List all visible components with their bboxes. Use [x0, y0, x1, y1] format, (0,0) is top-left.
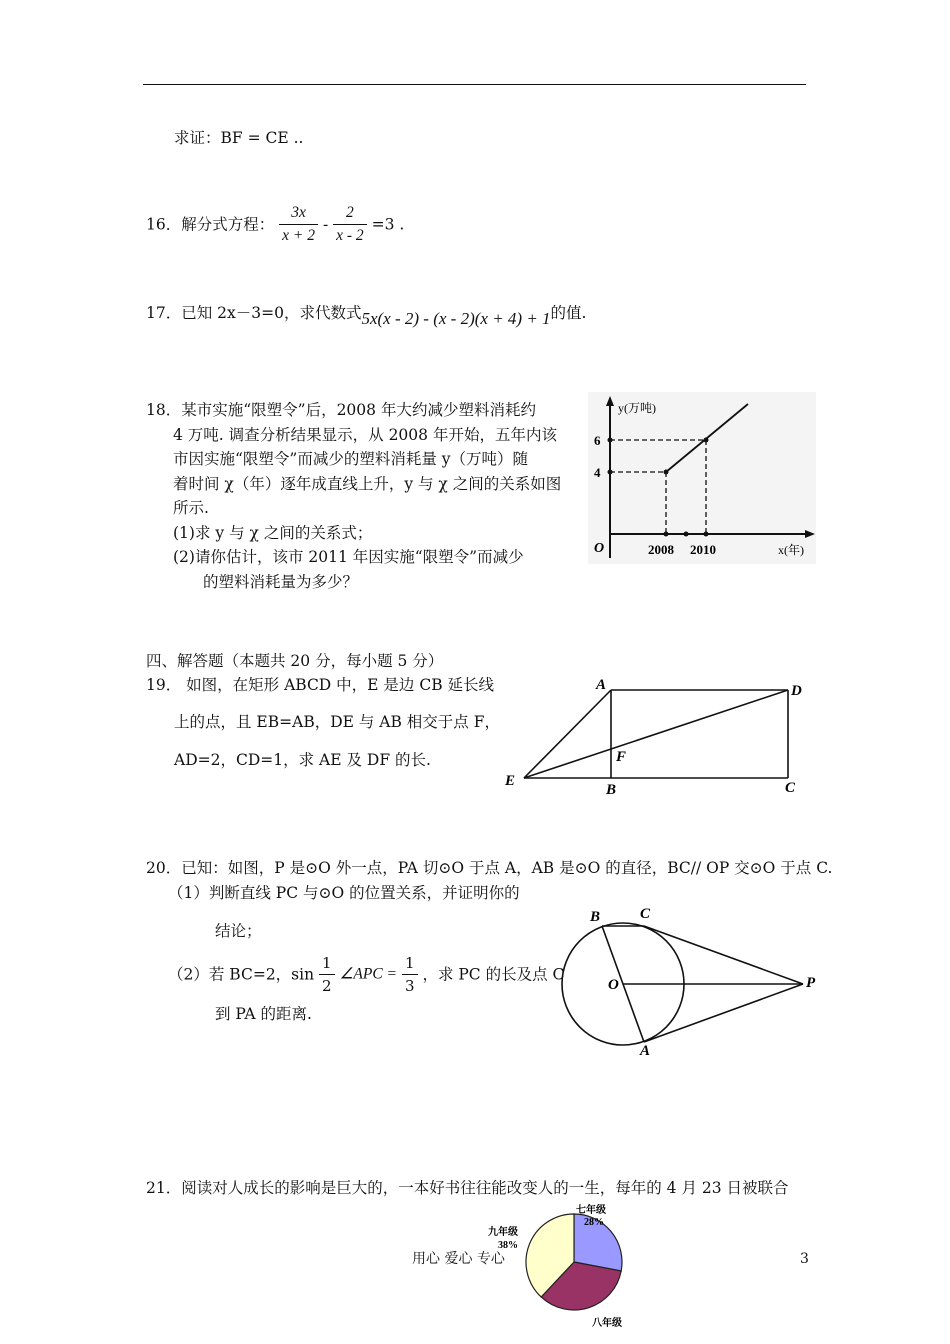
y-tick-4: 4 [594, 465, 601, 480]
graph-background [588, 392, 816, 564]
q19-line3: AD=2，CD=1，求 AE 及 DF 的长. [174, 751, 431, 769]
segment-DE [524, 690, 788, 778]
q19-line2: 上的点，且 EB=AB，DE 与 AB 相交于点 F， [174, 713, 500, 731]
label-C: C [640, 906, 651, 922]
page-number: 3 [800, 1251, 809, 1267]
footer-motto: 用心 爱心 专心 [412, 1251, 505, 1267]
label-C: C [785, 780, 796, 796]
q20-frac-third: $\frac{1}{3}$ [402, 952, 418, 997]
q16: 16．解分式方程： $\frac{3x}{x + 2}$ - $\frac{2}{x - 2}$ =3 . [146, 202, 404, 247]
q16-label: 16．解分式方程： [146, 215, 275, 234]
segment-PA [644, 984, 803, 1042]
y-axis-label: y(万吨) [618, 401, 656, 415]
q20-figure [560, 900, 830, 1060]
q20-frac-half: $\frac{1}{2}$ [319, 952, 335, 997]
label-D: D [791, 683, 802, 699]
label-O: O [608, 977, 619, 993]
x-tick-2010: 2010 [690, 542, 716, 557]
origin-label: O [594, 541, 605, 556]
pie-label-grade8: 八年级 [592, 1318, 622, 1328]
label-E: E [505, 773, 516, 789]
label-A: A [640, 1043, 651, 1059]
q17-expression: 5x(x - 2) - (x - 2)(x + 4) + 1 [361, 309, 551, 328]
q16-frac2: $\frac{2}{x - 2}$ [333, 202, 367, 247]
x-tick-2008: 2008 [648, 542, 674, 557]
pie-pct-grade9: 38% [498, 1240, 518, 1251]
point-y4 [608, 470, 613, 475]
q20-sub1b: 结论； [215, 922, 262, 940]
q20-sub2: （2）若 BC=2，sin $\frac{1}{2}$ ∠APC = $\frac{1}{3}$ ，求 PC 的长及点 C [168, 954, 565, 995]
q18-graph [588, 392, 816, 564]
point-y6 [608, 438, 613, 443]
q17: 17．已知 2x－3=0，求代数式5x(x - 2) - (x - 2)(x + 4) + 1的值. [146, 304, 587, 328]
pie-label-grade7: 七年级 [576, 1205, 606, 1216]
point-x2009 [684, 532, 689, 537]
q19-figure [500, 672, 812, 800]
segment-PC [644, 926, 803, 984]
point-2010-6 [704, 438, 709, 443]
q16-frac1: $\frac{3x}{x + 2}$ [279, 202, 318, 247]
point-2008-4 [664, 470, 669, 475]
label-F: F [616, 749, 627, 765]
label-B: B [590, 909, 601, 925]
q18-text: 18．某市实施“限塑令”后，2008 年大约减少塑料消耗约 4 万吨. 调查分析结果显示，从 2008 年开始，五年内该 市因实施“限塑令”而减少的塑料消耗量 y（万吨）随 着时间 χ（年）逐年成直线上升，y 与 χ 之间的关系如图 所示. (1)求 y 与 χ 之间的关系式； (2)请你估计，该市 2011 年因实施“限塑令”而减少 的塑料消耗量为多少？ [146, 401, 562, 591]
label-P: P [806, 975, 816, 991]
q21-line1: 21．阅读对人成长的影响是巨大的，一本好书往往能改变人的一生，每年的 4 月 23 日被联合 [146, 1179, 789, 1197]
q20-line1: 20．已知：如图，P 是⊙O 外一点，PA 切⊙O 于点 A，AB 是⊙O 的直径，BC// OP 交⊙O 于点 C. [146, 859, 833, 877]
header-rule [143, 84, 806, 85]
point-x2008 [664, 532, 669, 537]
proof-line: 求证：BF = CE .. [174, 129, 304, 147]
label-B: B [606, 782, 617, 798]
point-x2010 [704, 532, 709, 537]
pie-label-grade9: 九年级 [488, 1227, 518, 1238]
q20-sub2b: 到 PA 的距离. [215, 1005, 312, 1023]
y-tick-6: 6 [594, 433, 601, 448]
x-axis-label: x(年) [778, 543, 804, 557]
pie-pct-grade7: 28% [584, 1217, 604, 1228]
label-A: A [596, 677, 607, 693]
segment-AE [524, 690, 611, 778]
q20-sub1: （1）判断直线 PC 与⊙O 的位置关系，并证明你的 [168, 884, 520, 902]
section4-title: 四、解答题（本题共 20 分，每小题 5 分） [146, 652, 444, 670]
q19-line1: 19． 如图，在矩形 ABCD 中，E 是边 CB 延长线 [146, 676, 495, 694]
